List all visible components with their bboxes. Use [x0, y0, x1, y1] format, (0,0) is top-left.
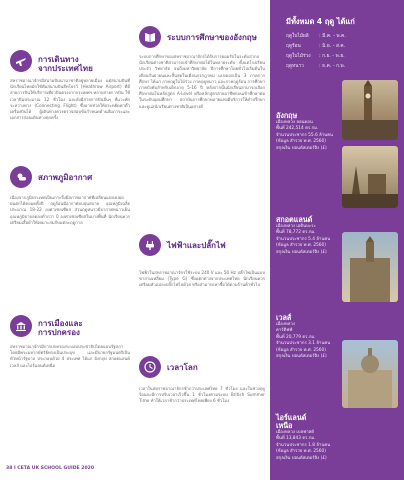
education-body: ระบบการศึกษาของสหราชอาณาจักรได้รับการยอมรับในระดับสากล นักเรียนต่างชาติสามารถเข้าศึกษาต่อได้ในหลายระดับ ตั้งแต่โรงเรียนประจำ วิทยาลัย จนถึงมหาวิทยาลัย ปีการศึกษาโดยทั่วไปเริ่มต้นในเดือนกันยายนและสิ้นสุดในเดือนกรกฎาคม แบ่งออกเป็น 3 ภาคการศึกษา ได้แก่ ภาคฤดูใบไม้ร่วง ภาคฤดูหนาว และภาคฤดูร้อน การศึกษาภาคบังคับสำหรับเด็กอายุ 5-16 ปี หลังจากนั้นนักเรียนสามารถเลือกศึกษาต่อในหลักสูตร A-Level หรือหลักสูตรสายอาชีพก่อนเข้าศึกษาต่อในระดับอุดมศึกษา สถาบันการศึกษาหลายแห่งมีบริการให้คำปรึกษาและดูแลนักเรียนต่างชาติเป็นอย่างดี	[139, 54, 265, 109]
wales-title: เวลส์	[276, 313, 292, 322]
season-row: ฤดูใบไม้ร่วง : ก.ย. - พ.ย.	[286, 54, 345, 59]
government-heading: การเมืองและ การปกครอง	[38, 319, 83, 337]
education-heading: ระบบการศึกษาของอังกฤษ	[167, 33, 257, 42]
left-column	[0, 0, 134, 480]
middle-column	[137, 0, 267, 480]
travel-body: สหราชอาณาจักรมีสนามบินนานาชาติอยู่หลายเมือง แต่สนามบินที่นักเรียนไทยมักใช้คือสนามบินฮีทโธรว์ (Heathrow Airport) ที่มีสายการบินให้บริการเที่ยวบินตรงจากกรุงเทพฯ หลายสายการบิน ใช้เวลาบินประมาณ 12 ชั่วโมง และยังมีสายการบินอื่นๆ ที่แวะพักระหว่างทาง (Connecting Flight) ซึ่งอาจช่วยให้ประหยัดค่าตั๋วเครื่องบินได้ ผู้เดินทางควรตรวจสอบข้อกำหนดด้านสัมภาระและเอกสารก่อนเดินทางทุกครั้ง	[10, 78, 130, 121]
time-body: เวลาในสหราชอาณาจักรช้ากว่าประเทศไทย 7 ชั่วโมง และในช่วงฤดูร้อนจะมีการปรับเวลาเร็วขึ้น 1 ชั่วโมงตามระบบ British Summer Time ทำให้เวลาช้ากว่าประเทศไทยเพียง 6 ชั่วโมง	[139, 386, 265, 404]
country-sidebar	[270, 0, 404, 480]
scotland-title: สกอตแลนด์	[276, 215, 313, 224]
northern-ireland-title: ไอร์แลนด์ เหนือ	[276, 413, 307, 430]
time-heading: เวลาโลก	[167, 363, 198, 372]
book-icon	[139, 26, 161, 48]
cardiff-photo	[342, 232, 398, 302]
sun-cloud-icon	[10, 166, 32, 188]
weather-heading: สภาพภูมิอากาศ	[38, 173, 93, 182]
season-row: ฤดูใบไม้ผลิ : มี.ค. - พ.ค.	[286, 34, 346, 39]
page-footer: 38 I CETA UK SCHOOL GUIDE 2020	[6, 466, 95, 471]
england-info: อังกฤษ เมืองหลวง ลอนดอน พื้นที่ 242,514 ตร.กม. จำนวนประชากร 55.6 ล้านคน (ข้อมูล สำรวจ พ.ศ. 2560) สกุลเงิน ปอนด์สเตอร์ลิง (£)	[276, 112, 336, 152]
airplane-icon	[10, 50, 32, 72]
clock-icon	[139, 356, 161, 378]
season-row: ฤดูร้อน : มิ.ย. - ส.ค.	[286, 44, 346, 49]
belfast-photo	[342, 340, 398, 408]
weather-body: เนื่องจากภูมิประเทศเป็นเกาะจึงมีสภาพอากาศที่เปลี่ยนแปลงบ่อย ฝนตกได้ตลอดทั้งปี ฤดูร้อนมีอากาศอบอุ่นสบาย อุณหภูมิเฉลี่ยประมาณ 18-22 องศาเซลเซียส ส่วนฤดูหนาวมีอากาศหนาวเย็น อุณหภูมิอาจลดลงต่ำกว่า 0 องศาเซลเซียสในบางพื้นที่ นักเรียนควรเตรียมเสื้อผ้าให้เหมาะสมกับแต่ละฤดูกาล	[10, 195, 130, 225]
wales-info: เวลส์ เมืองหลวง คาร์ดิฟฟ์ พื้นที่ 20,779 ตร.กม. จำนวนประชากร 3.1 ล้านคน (ข้อมูล สำรวจ พ.ศ. 2560) สกุลเงิน ปอนด์สเตอร์ลิง (£)	[276, 314, 336, 360]
scotland-info: สกอตแลนด์ เมืองหลวง เอดินบะระ พื้นที่ 78,772 ตร.กม. จำนวนประชากร 5.4 ล้านคน (ข้อมูล สำรวจ พ.ศ. 2560) สกุลเงิน ปอนด์สเตอร์ลิง (£)	[276, 216, 336, 256]
parliament-icon	[10, 315, 32, 337]
season-row: ฤดูหนาว : ธ.ค. - ก.พ.	[286, 64, 346, 69]
electricity-body: ไฟฟ้าในสหราชอาณาจักรใช้ระบบ 240 V และ 50 Hz ปลั๊กไฟเป็นแบบขาสามเหลี่ยม (Type G) ซึ่งแตกต่างจากประเทศไทย นักเรียนควรเตรียมหัวแปลงปลั๊กไฟไปด้วย หรือสามารถหาซื้อได้ตามร้านค้าทั่วไป	[139, 270, 265, 288]
london-photo	[342, 80, 398, 140]
northern-ireland-info: ไอร์แลนด์ เหนือ เมืองหลวง เบลฟาสต์ พื้นที่ 13,843 ตร.กม. จำนวนประชากร 1.8 ล้านคน (ข้อมูล สำรวจ พ.ศ. 2560) สกุลเงิน ปอนด์สเตอร์ลิง (£)	[276, 414, 336, 462]
edinburgh-photo	[342, 146, 398, 208]
seasons-title: มีทั้งหมด 4 ฤดู ได้แก่	[286, 17, 355, 26]
england-title: อังกฤษ	[276, 111, 298, 120]
plug-icon	[139, 234, 161, 256]
electricity-heading: ไฟฟ้าและปลั๊กไฟ	[167, 241, 226, 250]
travel-heading: การเดินทาง จากประเทศไทย	[38, 55, 93, 73]
government-body: สหราชอาณาจักรมีการปกครองระบอบประชาธิปไตยแบบรัฐสภา โดยมีพระมหากษัตริย์ทรงเป็นประมุข และมีนายกรัฐมนตรีเป็นหัวหน้ารัฐบาล ประกอบด้วย 4 ประเทศ ได้แก่ อังกฤษ สกอตแลนด์ เวลส์ และไอร์แลนด์เหนือ	[10, 344, 130, 368]
